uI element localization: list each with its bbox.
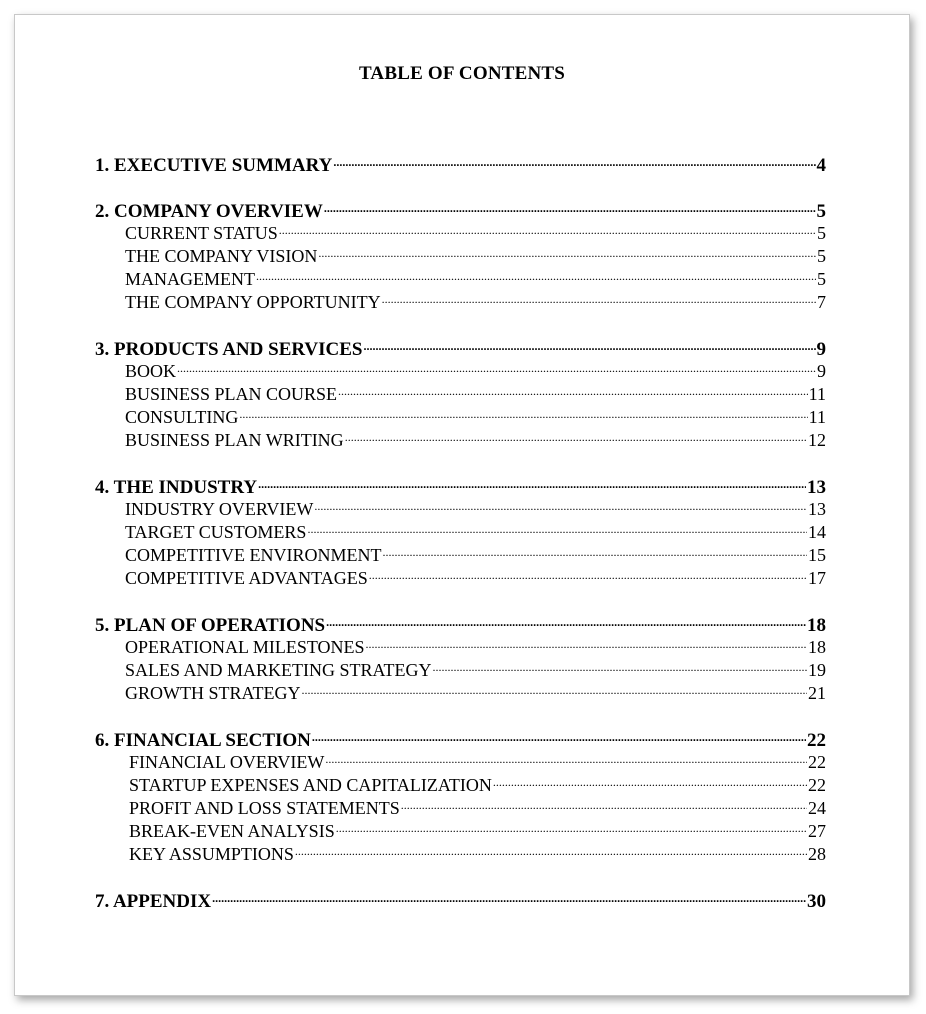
toc-subentry-page: 7 <box>817 292 826 312</box>
toc-subentry-label: MANAGEMENT <box>125 269 255 289</box>
dot-leader <box>302 681 808 699</box>
toc-subentry[interactable] <box>95 842 826 865</box>
toc-subentry-label: BUSINESS PLAN COURSE <box>125 384 338 404</box>
dot-leader <box>324 198 816 217</box>
toc-subentry-page: 11 <box>808 384 826 404</box>
dot-leader <box>295 842 807 860</box>
toc-entry[interactable] <box>95 336 826 359</box>
dot-leader <box>345 428 807 446</box>
toc-subentry[interactable] <box>95 382 826 405</box>
dot-leader <box>314 497 807 515</box>
dot-leader <box>369 566 807 584</box>
toc-entry[interactable] <box>95 888 826 911</box>
dot-leader <box>333 152 815 171</box>
toc-subentry-page: 18 <box>808 637 826 657</box>
toc-entry-page: 5 <box>816 201 826 222</box>
dot-leader <box>212 888 806 907</box>
toc-subentry[interactable] <box>95 267 826 290</box>
toc-subentry[interactable] <box>95 819 826 842</box>
toc-subentry[interactable] <box>95 681 826 704</box>
toc-subentry[interactable] <box>95 290 826 313</box>
toc-entry[interactable] <box>95 727 826 750</box>
toc-section-plan-of-operations <box>95 612 826 704</box>
document-page <box>14 14 910 996</box>
toc-subentry-label: COMPETITIVE ADVANTAGES <box>125 568 368 588</box>
toc-subentry-label: STARTUP EXPENSES AND CAPITALIZATION <box>129 775 492 795</box>
toc-subentry-label: BREAK-EVEN ANALYSIS <box>129 821 335 841</box>
toc-subentry-page: 21 <box>808 683 826 703</box>
toc-subentry-label: CURRENT STATUS <box>125 223 278 243</box>
toc-subentry-page: 11 <box>808 407 826 427</box>
toc-subentry-page: 27 <box>808 821 826 841</box>
toc-subentry-page: 17 <box>808 568 826 588</box>
toc-subentry-label: INDUSTRY OVERVIEW <box>125 499 314 519</box>
toc-subentry[interactable] <box>95 428 826 451</box>
toc-subentry[interactable] <box>95 497 826 520</box>
dot-leader <box>177 359 816 377</box>
page-title: TABLE OF CONTENTS <box>358 63 566 84</box>
dot-leader <box>382 543 807 561</box>
dot-leader <box>493 773 807 791</box>
toc-section-executive-summary <box>95 152 826 175</box>
dot-leader <box>364 336 816 355</box>
dot-leader <box>336 819 807 837</box>
toc-subentry-label: COMPETITIVE ENVIRONMENT <box>125 545 382 565</box>
toc-subentry[interactable] <box>95 520 826 543</box>
toc-subentry-page: 12 <box>808 430 826 450</box>
dot-leader <box>318 244 816 262</box>
toc-subentry-label: THE COMPANY VISION <box>125 246 318 266</box>
toc-subentry[interactable] <box>95 244 826 267</box>
toc-subentry-page: 22 <box>808 775 826 795</box>
dot-leader <box>258 474 806 493</box>
toc-entry-label: 3. PRODUCTS AND SERVICES <box>95 339 363 360</box>
toc-entry-page: 9 <box>816 339 826 360</box>
toc-section-financial-section <box>95 727 826 865</box>
toc-entry-label: 4. THE INDUSTRY <box>95 477 258 498</box>
toc-subentry[interactable] <box>95 635 826 658</box>
toc-section-appendix <box>95 888 826 911</box>
toc-entry[interactable] <box>95 474 826 497</box>
toc-entry-page: 18 <box>807 615 826 636</box>
toc-section-the-industry <box>95 474 826 589</box>
toc-subentry[interactable] <box>95 543 826 566</box>
dot-leader <box>433 658 807 676</box>
toc-subentry-label: OPERATIONAL MILESTONES <box>125 637 365 657</box>
toc-subentry-page: 5 <box>817 246 826 266</box>
dot-leader <box>256 267 816 285</box>
toc-subentry-page: 22 <box>808 752 826 772</box>
dot-leader <box>366 635 807 653</box>
toc-subentry[interactable] <box>95 405 826 428</box>
toc-subentry-label: THE COMPANY OPPORTUNITY <box>125 292 381 312</box>
toc-subentry-page: 9 <box>817 361 826 381</box>
toc-subentry[interactable] <box>95 359 826 382</box>
toc-section-company-overview <box>95 198 826 313</box>
dot-leader <box>338 382 808 400</box>
toc-entry-page: 30 <box>807 891 826 912</box>
toc-section-products-and-services <box>95 336 826 451</box>
toc-subentry-label: PROFIT AND LOSS STATEMENTS <box>129 798 400 818</box>
dot-leader <box>239 405 807 423</box>
toc-entry[interactable] <box>95 198 826 221</box>
toc-subentry-label: CONSULTING <box>125 407 239 427</box>
toc-subentry-label: GROWTH STRATEGY <box>125 683 301 703</box>
toc-entry-label: 5. PLAN OF OPERATIONS <box>95 615 326 636</box>
toc-subentry-page: 5 <box>817 223 826 243</box>
toc-subentry-page: 13 <box>808 499 826 519</box>
toc-entry-label: 1. EXECUTIVE SUMMARY <box>95 155 333 176</box>
toc-subentry[interactable] <box>95 773 826 796</box>
toc-subentry-label: BUSINESS PLAN WRITING <box>125 430 344 450</box>
toc-entry-page: 4 <box>816 155 826 176</box>
toc-subentry[interactable] <box>95 221 826 244</box>
toc-subentry-label: FINANCIAL OVERVIEW <box>129 752 325 772</box>
dot-leader <box>312 727 806 746</box>
toc-subentry-label: TARGET CUSTOMERS <box>125 522 307 542</box>
toc-entry[interactable] <box>95 612 826 635</box>
toc-subentry-page: 28 <box>808 844 826 864</box>
toc-subentry-page: 14 <box>808 522 826 542</box>
toc-entry-page: 13 <box>807 477 826 498</box>
dot-leader <box>279 221 816 239</box>
dot-leader <box>382 290 816 308</box>
toc-entry-page: 22 <box>807 730 826 751</box>
toc-subentry-page: 15 <box>808 545 826 565</box>
toc-subentry-page: 24 <box>808 798 826 818</box>
dot-leader <box>326 612 806 631</box>
dot-leader <box>307 520 807 538</box>
toc-subentry[interactable] <box>95 566 826 589</box>
toc-entry-label: 2. COMPANY OVERVIEW <box>95 201 323 222</box>
toc-subentry-label: SALES AND MARKETING STRATEGY <box>125 660 432 680</box>
toc-subentry[interactable] <box>95 658 826 681</box>
toc-subentry-page: 5 <box>817 269 826 289</box>
dot-leader <box>401 796 807 814</box>
toc-subentry-page: 19 <box>808 660 826 680</box>
toc-entry-label: 6. FINANCIAL SECTION <box>95 730 311 751</box>
toc-subentry-label: BOOK <box>125 361 177 381</box>
toc-subentry[interactable] <box>95 796 826 819</box>
table-of-contents <box>95 152 826 934</box>
dot-leader <box>325 750 807 768</box>
toc-entry[interactable] <box>95 152 826 175</box>
toc-subentry-label: KEY ASSUMPTIONS <box>129 844 294 864</box>
toc-entry-label: 7. APPENDIX <box>95 891 212 912</box>
toc-subentry[interactable] <box>95 750 826 773</box>
